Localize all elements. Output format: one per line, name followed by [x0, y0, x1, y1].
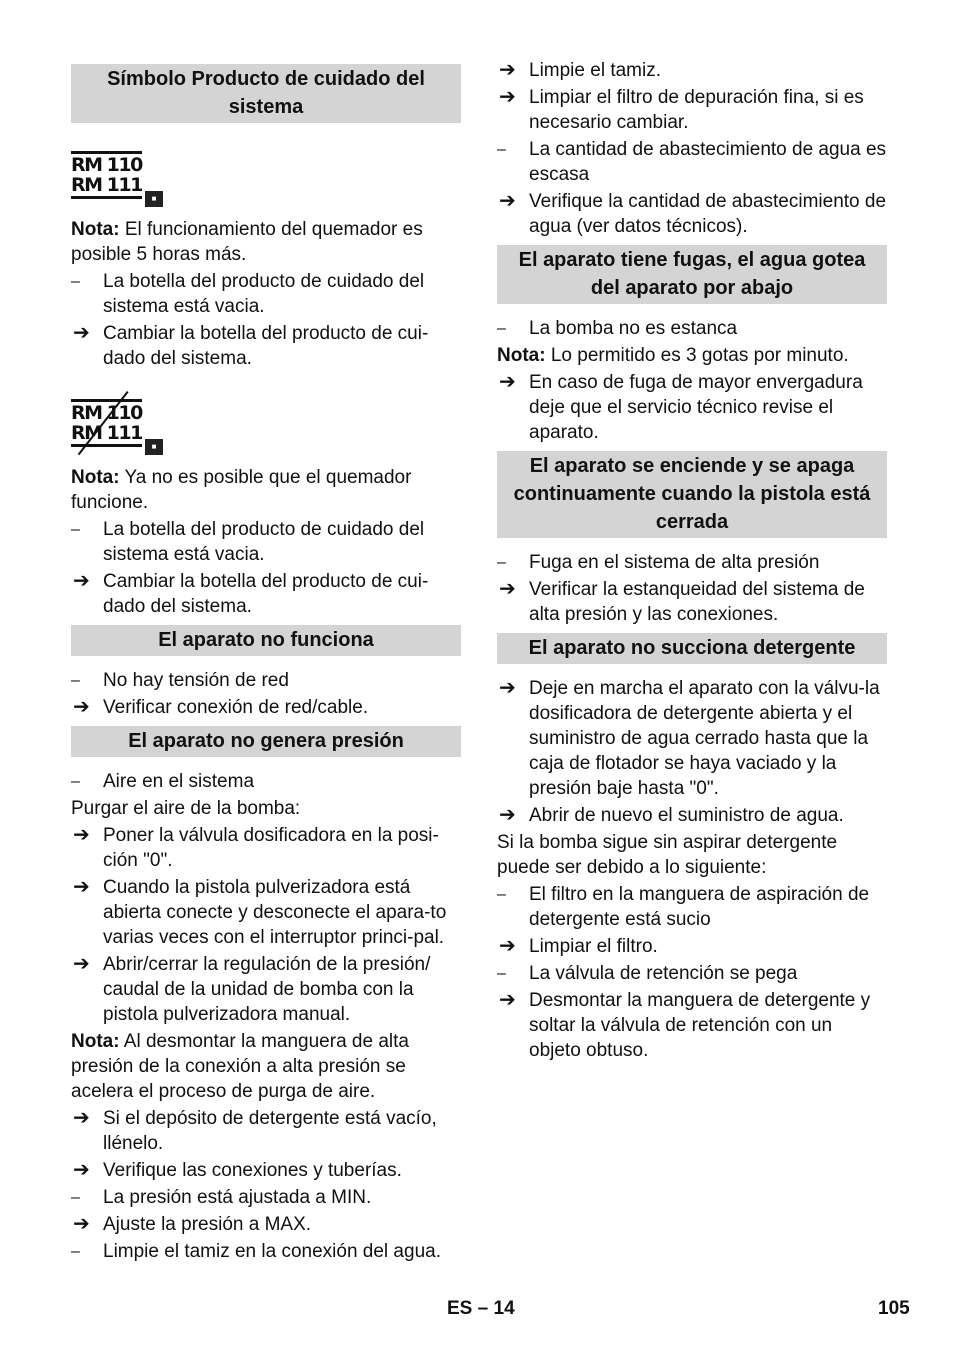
list-item-text: La bomba no es estanca: [529, 318, 738, 339]
arrow-icon: ➔: [73, 953, 90, 975]
body-paragraph: Si la bomba sigue sin aspirar detergente puede ser debido a lo siguiente:: [497, 832, 838, 878]
list-item: [71, 569, 461, 619]
list-item-text: El filtro en la manguera de aspiración de detergente está sucio: [529, 884, 870, 930]
note-label: Nota:: [71, 467, 120, 488]
manual-book-icon: ■: [145, 191, 163, 207]
section-heading-no-pressure: El aparato no genera presión: [71, 726, 461, 757]
right-column: [497, 58, 887, 1065]
note-paragraph: [71, 1029, 461, 1104]
list-item: [71, 1239, 461, 1264]
arrow-icon: ➔: [73, 696, 90, 718]
arrow-icon: ➔: [73, 570, 90, 592]
arrow-icon: ➔: [73, 824, 90, 846]
arrow-icon: ➔: [73, 1107, 90, 1129]
list-item: [71, 769, 461, 794]
list-item: [497, 882, 887, 932]
list-item: [497, 85, 887, 135]
list-item: [71, 1106, 461, 1156]
dash-marker: –: [497, 886, 506, 903]
list-item: [71, 1158, 461, 1183]
list-item: [497, 58, 887, 83]
list-item-text: No hay tensión de red: [103, 670, 289, 691]
dash-marker: –: [497, 965, 506, 982]
manual-book-icon: ■: [145, 439, 163, 455]
footer-section-marker: [447, 1296, 515, 1321]
arrow-icon: ➔: [499, 989, 516, 1011]
list-item-text: En caso de fuga de mayor envergadura deje que el servicio técnico revise el aparato.: [529, 372, 863, 443]
left-column: [71, 58, 461, 1266]
list-item: [71, 517, 461, 567]
section-heading-care-product-symbol: Símbolo Producto de cuidado del sistema: [71, 64, 461, 123]
list-item-text: La cantidad de abastecimiento de agua es escasa: [529, 139, 887, 185]
list-item-text: Limpiar el filtro.: [529, 936, 658, 957]
rm-symbol-line1: RM 110: [71, 151, 142, 175]
list-item-text: Abrir/cerrar la regulación de la presión/ caudal de la unidad de bomba con la pistola pulverizadora manual.: [103, 954, 431, 1025]
list-item: [497, 988, 887, 1063]
list-item: [71, 1212, 461, 1237]
list-item: [71, 875, 461, 950]
note-text: El funcionamiento del quemador es posible 5 horas más.: [71, 219, 423, 265]
list-item-text: La botella del producto de cuidado del sistema está vacia.: [103, 519, 425, 565]
list-item: [71, 321, 461, 371]
list-item-text: Cuando la pistola pulverizadora está abierta conecte y desconecte el apara-to varias veces con el interruptor princi-pal.: [103, 877, 447, 948]
arrow-icon: ➔: [499, 371, 516, 393]
section-heading-device-not-working: El aparato no funciona: [71, 625, 461, 656]
list-item-text: Aire en el sistema: [103, 771, 255, 792]
list-item-text: Ajuste la presión a MAX.: [103, 1214, 312, 1235]
footer-sep: –: [477, 1298, 489, 1319]
footer-section-page: 14: [493, 1298, 515, 1319]
dash-marker: –: [497, 554, 506, 571]
list-item-text: Limpie el tamiz en la conexión del agua.: [103, 1241, 441, 1262]
list-item-text: Cambiar la botella del producto de cui-dado del sistema.: [103, 571, 429, 617]
note-label: Nota:: [71, 1031, 120, 1052]
arrow-icon: ➔: [499, 59, 516, 81]
list-item-text: Verifique las conexiones y tuberías.: [103, 1160, 402, 1181]
list-item-text: Limpiar el filtro de depuración fina, si es necesario cambiar.: [529, 87, 864, 133]
page-number: 105: [878, 1298, 910, 1319]
note-text: Al desmontar la manguera de alta presión de la conexión a alta presión se acelera el proceso de purga de aire.: [71, 1031, 409, 1102]
list-item: [497, 316, 887, 341]
list-item: [497, 550, 887, 575]
list-item-text: Fuga en el sistema de alta presión: [529, 552, 820, 573]
list-item: [497, 934, 887, 959]
list-item: [497, 137, 887, 187]
dash-marker: –: [71, 773, 80, 790]
dash-marker: –: [71, 521, 80, 538]
list-item: [497, 676, 887, 801]
note-paragraph: [71, 465, 461, 515]
rm-symbol-line2: RM 111: [71, 175, 142, 199]
footer-lang: ES: [447, 1298, 473, 1319]
list-item-text: La válvula de retención se pega: [529, 963, 798, 984]
list-item: [71, 668, 461, 693]
list-item-text: Limpie el tamiz.: [529, 60, 661, 81]
list-item-text: Abrir de nuevo el suministro de agua.: [529, 805, 844, 826]
list-item: [497, 803, 887, 828]
note-paragraph: [71, 217, 461, 267]
note-paragraph: [497, 343, 887, 368]
dash-marker: –: [497, 320, 506, 337]
list-item-text: Poner la válvula dosificadora en la posi-ción "0".: [103, 825, 439, 871]
rm-symbol-line1: RM 110: [71, 399, 142, 423]
list-item: [497, 961, 887, 986]
dash-marker: –: [71, 1189, 80, 1206]
arrow-icon: ➔: [73, 1213, 90, 1235]
arrow-icon: ➔: [73, 1159, 90, 1181]
list-item: [497, 577, 887, 627]
list-item: [497, 189, 887, 239]
list-item-text: Verifique la cantidad de abastecimiento de agua (ver datos técnicos).: [529, 191, 887, 237]
list-item-text: La presión está ajustada a MIN.: [103, 1187, 372, 1208]
list-item: [71, 695, 461, 720]
list-item: [71, 269, 461, 319]
list-item-text: Desmontar la manguera de detergente y soltar la válvula de retención con un objeto obtuso.: [529, 990, 871, 1061]
dash-marker: –: [71, 1243, 80, 1260]
section-heading-cycles-on-off: El aparato se enciende y se apaga continuamente cuando la pistola está cerrada: [497, 451, 887, 538]
section-heading-no-detergent: El aparato no succiona detergente: [497, 633, 887, 664]
rm-symbol-crossed: [71, 391, 461, 461]
list-item: [71, 952, 461, 1027]
arrow-icon: ➔: [499, 935, 516, 957]
dash-marker: –: [71, 273, 80, 290]
rm-symbol-active: [71, 143, 461, 213]
note-label: Nota:: [497, 345, 546, 366]
body-paragraph: Purgar el aire de la bomba:: [71, 798, 301, 819]
arrow-icon: ➔: [499, 86, 516, 108]
section-heading-leaks: El aparato tiene fugas, el agua gotea del aparato por abajo: [497, 245, 887, 304]
note-label: Nota:: [71, 219, 120, 240]
list-item-text: Verificar conexión de red/cable.: [103, 697, 369, 718]
list-item-text: Verificar la estanqueidad del sistema de alta presión y las conexiones.: [529, 579, 865, 625]
note-text: Ya no es posible que el quemador funcione.: [71, 467, 412, 513]
list-item-text: La botella del producto de cuidado del sistema está vacia.: [103, 271, 425, 317]
list-item: [497, 370, 887, 445]
dash-marker: –: [497, 141, 506, 158]
dash-marker: –: [71, 672, 80, 689]
list-item-text: Cambiar la botella del producto de cui-dado del sistema.: [103, 323, 429, 369]
list-item-text: Deje en marcha el aparato con la válvu-la dosificadora de detergente abierta y el suministro de agua cerrado hasta que la caja de flotador se haya vaciado y la presión baje hasta "0".: [529, 678, 880, 799]
note-text: Lo permitido es 3 gotas por minuto.: [545, 345, 849, 366]
arrow-icon: ➔: [499, 677, 516, 699]
arrow-icon: ➔: [73, 876, 90, 898]
rm-symbol-line2: RM 111: [71, 423, 142, 447]
arrow-icon: ➔: [499, 190, 516, 212]
list-item-text: Si el depósito de detergente está vacío, llénelo.: [103, 1108, 437, 1154]
list-item: [71, 823, 461, 873]
list-item: [71, 1185, 461, 1210]
arrow-icon: ➔: [499, 578, 516, 600]
arrow-icon: ➔: [499, 804, 516, 826]
arrow-icon: ➔: [73, 322, 90, 344]
